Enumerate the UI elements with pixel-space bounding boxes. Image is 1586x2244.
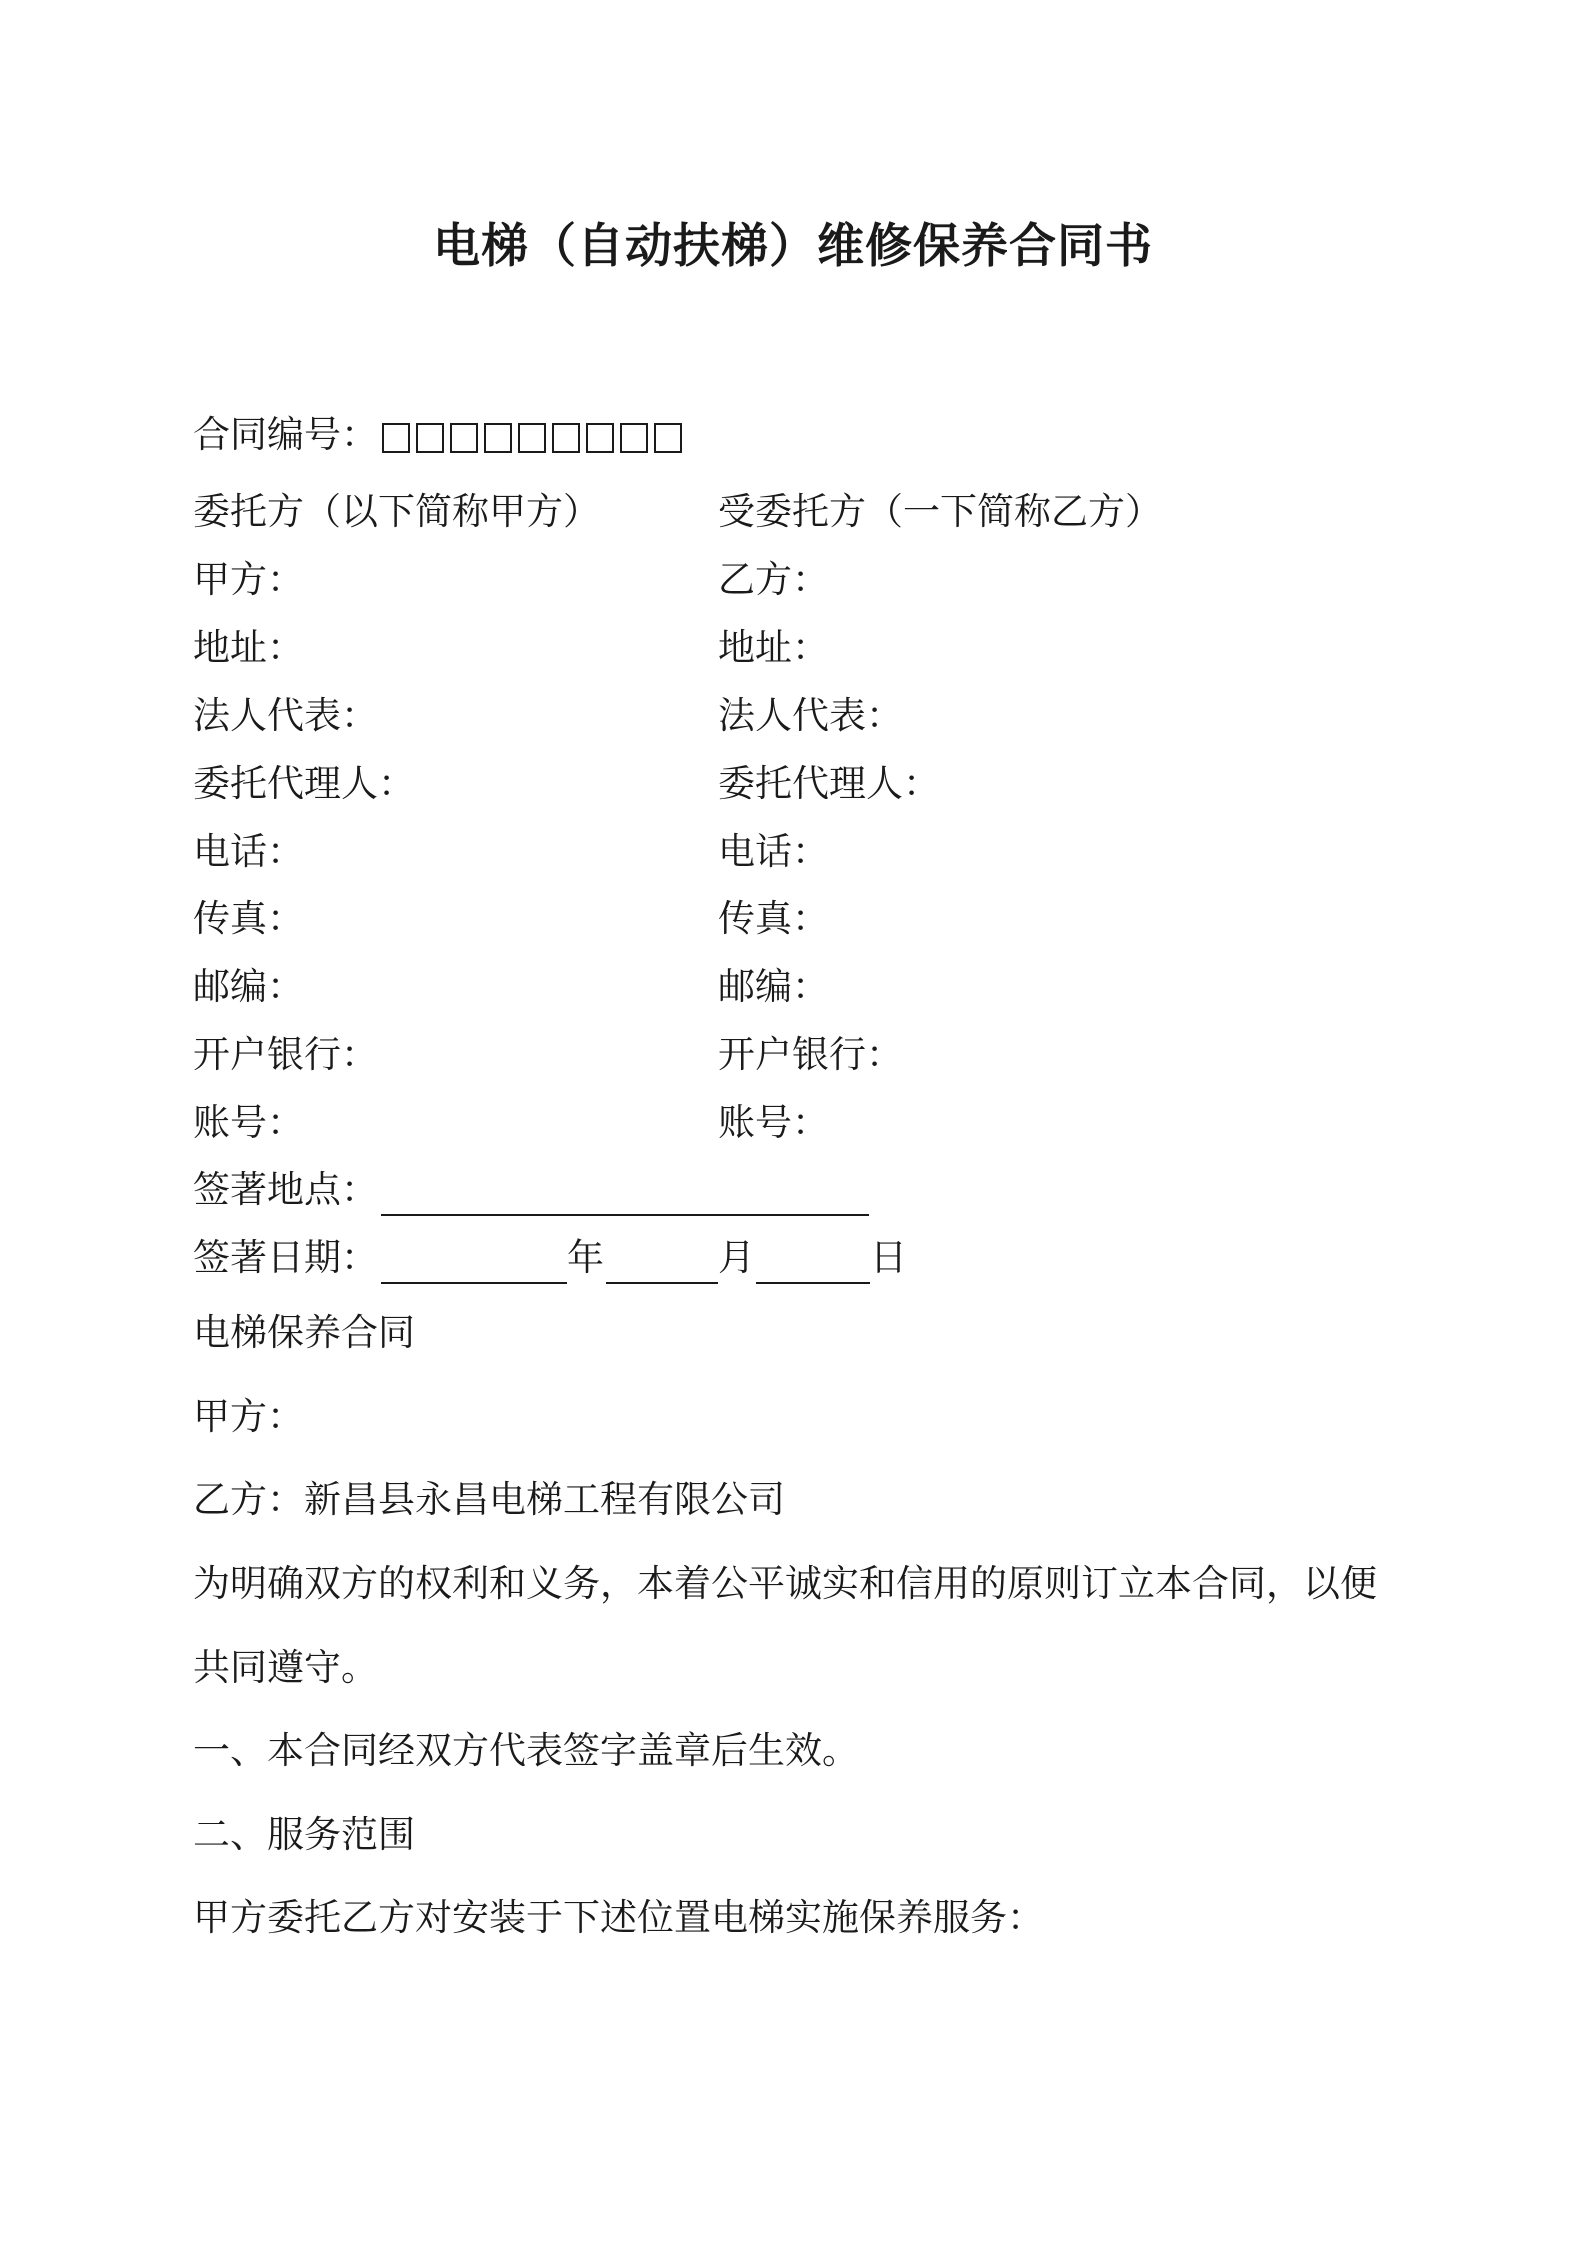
sign-date-label: 签著日期： xyxy=(193,1236,378,1279)
intro-paragraph-line1: 为明确双方的权利和义务，本着公平诚实和信用的原则订立本合同，以便 xyxy=(193,1562,1377,1605)
party-b-field-name: 乙方： xyxy=(718,558,829,601)
contract-number-boxes xyxy=(382,415,688,459)
body-heading: 电梯保养合同 xyxy=(193,1311,415,1354)
sign-month-label: 月 xyxy=(718,1236,755,1279)
party-a-field-phone: 电话： xyxy=(193,830,304,873)
party-b-field-fax: 传真： xyxy=(718,897,829,940)
party-a-field-postcode: 邮编： xyxy=(193,965,304,1008)
contract-number-box xyxy=(552,423,580,453)
contract-number-box xyxy=(450,423,478,453)
contract-number-box xyxy=(586,423,614,453)
sign-year-label: 年 xyxy=(567,1236,604,1279)
clause-2-text: 甲方委托乙方对安装于下述位置电梯实施保养服务： xyxy=(193,1896,1044,1939)
sign-day-label: 日 xyxy=(870,1236,907,1279)
contract-number-box xyxy=(654,423,682,453)
contract-number xyxy=(193,413,688,459)
intro-paragraph-line2: 共同遵守。 xyxy=(193,1646,378,1689)
clause-1: 一、本合同经双方代表签字盖章后生效。 xyxy=(193,1729,859,1772)
contract-number-label: 合同编号： xyxy=(193,413,378,456)
document-title: 电梯（自动扶梯）维修保养合同书 xyxy=(433,219,1153,274)
party-b-field-legal-rep: 法人代表： xyxy=(718,694,903,737)
clause-2-heading: 二、服务范围 xyxy=(193,1813,415,1856)
contract-number-box xyxy=(518,423,546,453)
sign-year-line xyxy=(381,1282,567,1284)
contract-number-box xyxy=(484,423,512,453)
sign-month-line xyxy=(606,1282,718,1284)
party-a-field-agent: 委托代理人： xyxy=(193,762,415,805)
party-a-header: 委托方（以下简称甲方） xyxy=(193,490,600,533)
party-a-field-fax: 传真： xyxy=(193,897,304,940)
contract-number-box xyxy=(382,423,410,453)
party-a-field-legal-rep: 法人代表： xyxy=(193,694,378,737)
party-b-field-bank: 开户银行： xyxy=(718,1033,903,1076)
party-b-field-phone: 电话： xyxy=(718,830,829,873)
party-a-field-bank: 开户银行： xyxy=(193,1033,378,1076)
party-a-field-account: 账号： xyxy=(193,1101,304,1144)
contract-number-box xyxy=(620,423,648,453)
party-a-field-name: 甲方： xyxy=(193,558,304,601)
sign-place-label: 签著地点： xyxy=(193,1168,378,1211)
party-b-field-agent: 委托代理人： xyxy=(718,762,940,805)
body-party-a: 甲方： xyxy=(193,1395,304,1438)
sign-place-line xyxy=(381,1214,869,1216)
party-b-field-account: 账号： xyxy=(718,1101,829,1144)
party-b-header: 受委托方（一下简称乙方） xyxy=(718,490,1162,533)
party-b-field-address: 地址： xyxy=(718,626,829,669)
party-b-field-postcode: 邮编： xyxy=(718,965,829,1008)
sign-day-line xyxy=(756,1282,870,1284)
contract-number-box xyxy=(416,423,444,453)
party-a-field-address: 地址： xyxy=(193,626,304,669)
body-party-b: 乙方：新昌县永昌电梯工程有限公司 xyxy=(193,1478,785,1521)
